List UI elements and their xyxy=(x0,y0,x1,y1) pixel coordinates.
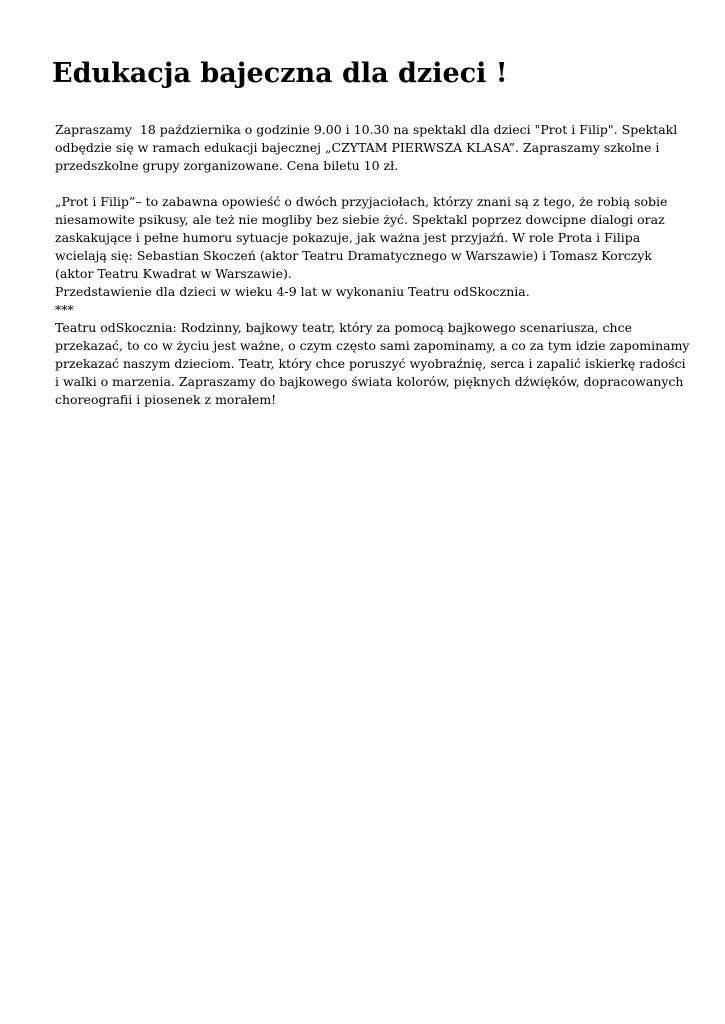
body-line: Przedstawienie dla dzieci w wieku 4-9 lat w wykonaniu Teatru odSkocznia. xyxy=(55,284,530,299)
body-line: przekazać, to co w życiu jest ważne, o czym często sami zapominamy, a co za tym idzie zapominamy xyxy=(55,338,690,353)
body-line: przedszkolne grupy zorganizowane. Cena biletu 10 zł. xyxy=(55,158,399,173)
body-line: (aktor Teatru Kwadrat w Warszawie). xyxy=(55,266,292,281)
document-body xyxy=(55,121,690,409)
separator-stars: *** xyxy=(55,302,74,317)
body-line: i walki o marzenia. Zapraszamy do bajkowego świata kolorów, pięknych dźwięków, dopracowanych xyxy=(55,374,684,389)
body-line: przekazać naszym dzieciom. Teatr, który chce poruszyć wyobraźnię, serca i zapalić iskierkę radości xyxy=(55,356,686,371)
paragraph-spacer xyxy=(55,175,680,193)
body-line: choreografii i piosenek z morałem! xyxy=(55,392,277,407)
body-line: zaskakujące i pełne humoru sytuacje pokazuje, jak ważna jest przyjaźń. W role Prota i Filipa xyxy=(55,230,641,245)
document-title: Edukacja bajeczna dla dzieci ! xyxy=(52,58,508,89)
body-line: niesamowite psikusy, ale też nie mogliby bez siebie żyć. Spektakl poprzez dowcipne dialogi oraz xyxy=(55,212,665,227)
body-line: odbędzie się w ramach edukacji bajecznej „CZYTAM PIERWSZA KLASA”. Zapraszamy szkolne i xyxy=(55,140,660,155)
body-line: wcielają się: Sebastian Skoczeń (aktor Teatru Dramatycznego w Warszawie) i Tomasz Korczyk xyxy=(55,248,652,263)
body-line: Zapraszamy 18 października o godzinie 9.00 i 10.30 na spektakl dla dzieci "Prot i Filip". Spektakl xyxy=(55,122,678,137)
body-line: Teatru odSkocznia: Rodzinny, bajkowy teatr, który za pomocą bajkowego scenariusza, chce xyxy=(55,320,632,335)
body-line: „Prot i Filip”– to zabawna opowieść o dwóch przyjaciołach, którzy znani są z tego, że robią sobie xyxy=(55,194,668,209)
